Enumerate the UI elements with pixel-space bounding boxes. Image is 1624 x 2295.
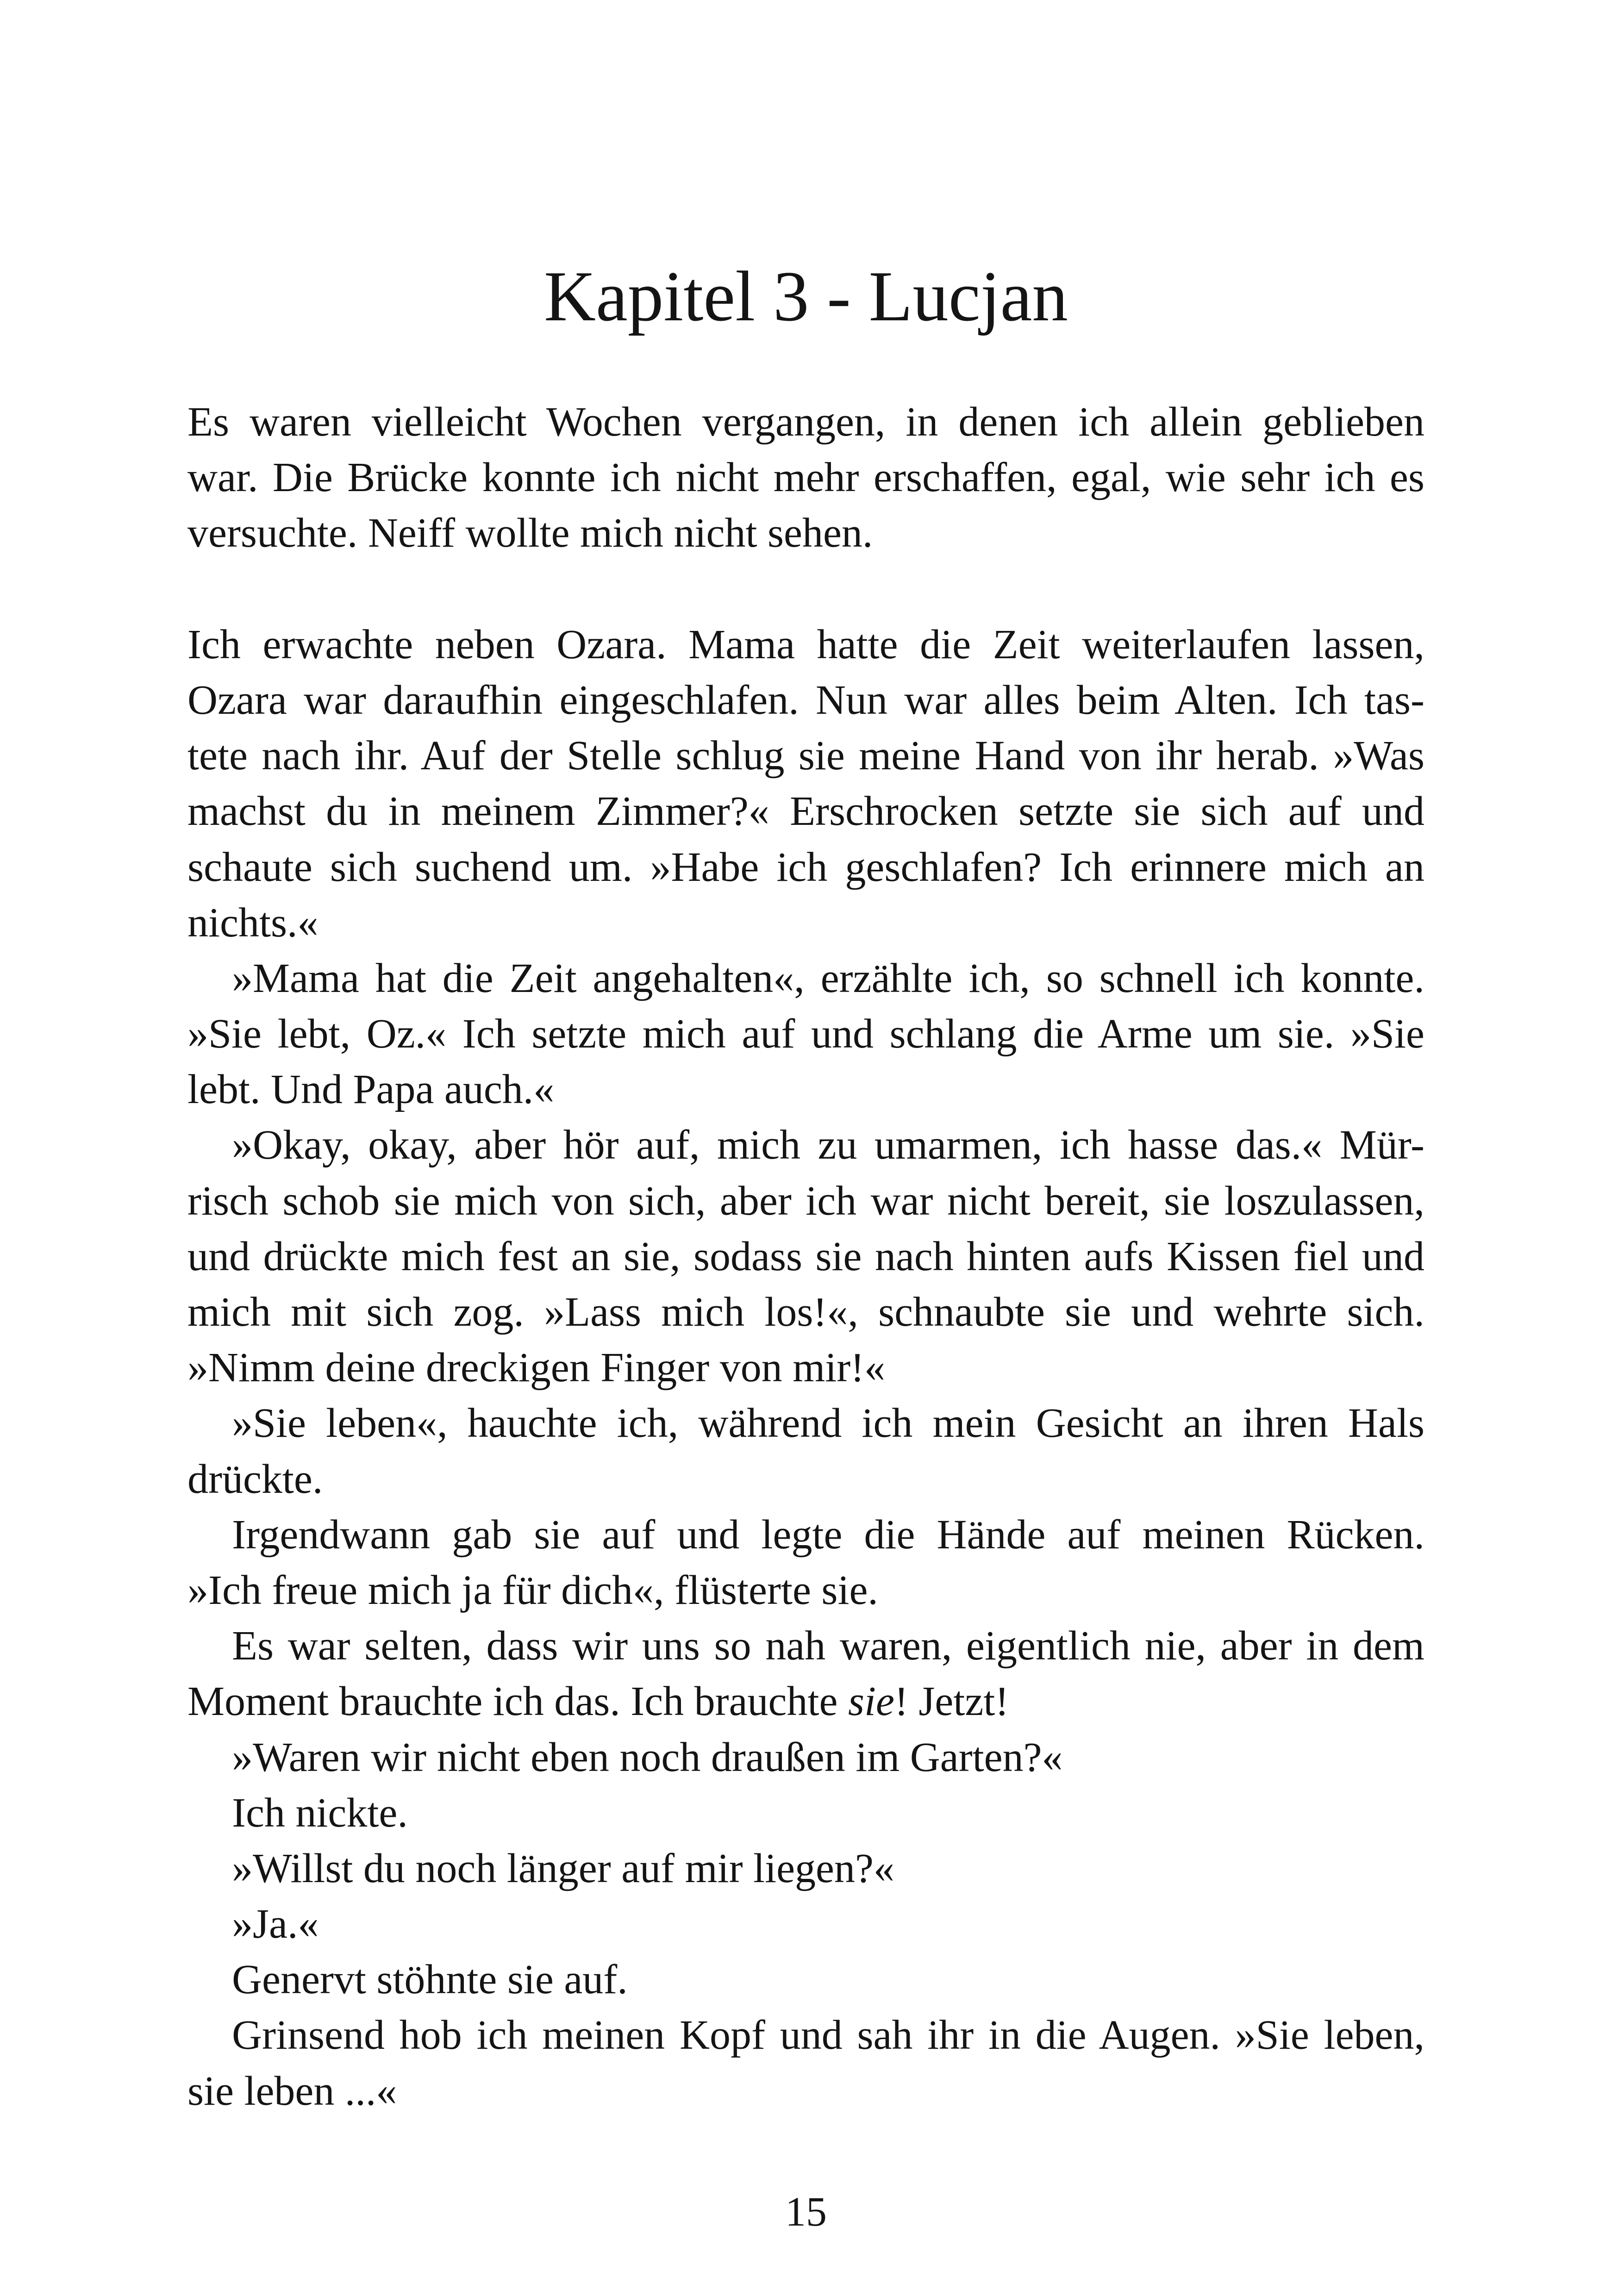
section-break bbox=[187, 561, 1424, 617]
paragraph bbox=[187, 2008, 1424, 2119]
paragraph bbox=[187, 394, 1424, 561]
text-line: »Ich freue mich ja für dich«, flüsterte sie. bbox=[187, 1567, 878, 1613]
paragraph bbox=[187, 617, 1424, 951]
text-line: »Ja.« bbox=[232, 1901, 319, 1947]
text-line: und drückte mich fest an sie, sodass sie nach hinten aufs Kissen fiel und bbox=[187, 1233, 1424, 1279]
text-line: »Nimm deine dreckigen Finger von mir!« bbox=[187, 1345, 886, 1391]
text-line: nichts.« bbox=[187, 899, 319, 946]
text-line: schaute sich suchend um. »Habe ich geschlafen? Ich erinnere mich an bbox=[187, 844, 1424, 890]
text-line: risch schob sie mich von sich, aber ich war nicht bereit, sie loszulassen, bbox=[187, 1178, 1424, 1224]
text-line: »Mama hat die Zeit angehalten«, erzählte ich, so schnell ich konnte. bbox=[232, 955, 1424, 1001]
text-line: Ozara war daraufhin eingeschlafen. Nun war alles beim Alten. Ich tas- bbox=[187, 677, 1424, 723]
paragraph bbox=[187, 1117, 1424, 1396]
text-line: Genervt stöhnte sie auf. bbox=[232, 1957, 628, 2003]
paragraph bbox=[187, 951, 1424, 1118]
text-line: »Waren wir nicht eben noch draußen im Garten?« bbox=[232, 1734, 1063, 1780]
text-line: Es waren vielleicht Wochen vergangen, in denen ich allein geblieben bbox=[187, 399, 1424, 445]
text-line: »Okay, okay, aber hör auf, mich zu umarmen, ich hasse das.« Mür- bbox=[232, 1122, 1424, 1168]
text-line: »Willst du noch länger auf mir liegen?« bbox=[232, 1845, 894, 1891]
text-line: tete nach ihr. Auf der Stelle schlug sie meine Hand von ihr herab. »Was bbox=[187, 733, 1424, 779]
chapter-body bbox=[187, 394, 1424, 2119]
paragraph bbox=[187, 1396, 1424, 1507]
text-line: Irgendwann gab sie auf und legte die Hände auf meinen Rücken. bbox=[232, 1511, 1424, 1558]
emphasized-word: sie bbox=[848, 1678, 894, 1725]
text-line: »Sie leben«, hauchte ich, während ich mein Gesicht an ihren Hals bbox=[232, 1400, 1424, 1447]
text-line: war. Die Brücke konnte ich nicht mehr erschaffen, egal, wie sehr ich es bbox=[187, 455, 1424, 501]
page-number: 15 bbox=[785, 2189, 827, 2235]
paragraph bbox=[187, 1785, 1424, 1841]
paragraph bbox=[187, 1618, 1424, 1729]
paragraph bbox=[187, 1896, 1424, 1952]
text-line: mich mit sich zog. »Lass mich los!«, schnaubte sie und wehrte sich. bbox=[187, 1289, 1424, 1335]
text-line: machst du in meinem Zimmer?« Erschrocken setzte sie sich auf und bbox=[187, 788, 1424, 835]
text-line: Ich nickte. bbox=[232, 1790, 408, 1836]
text-line: sie leben ...« bbox=[187, 2068, 397, 2114]
chapter-title: Kapitel 3 - Lucjan bbox=[544, 256, 1068, 336]
text-line: Ich erwachte neben Ozara. Mama hatte die Zeit weiterlaufen lassen, bbox=[187, 621, 1424, 667]
text-line: Es war selten, dass wir uns so nah waren, eigentlich nie, aber in dem bbox=[232, 1623, 1424, 1669]
text-segment: ! Jetzt! bbox=[894, 1678, 1009, 1725]
paragraph bbox=[187, 1730, 1424, 1785]
paragraph bbox=[187, 1952, 1424, 2008]
text-line: Grinsend hob ich meinen Kopf und sah ihr in die Augen. »Sie leben, bbox=[232, 2012, 1424, 2058]
paragraph bbox=[187, 1841, 1424, 1896]
text-line: versuchte. Neiff wollte mich nicht sehen. bbox=[187, 510, 873, 556]
text-line: lebt. Und Papa auch.« bbox=[187, 1066, 555, 1113]
paragraph bbox=[187, 1507, 1424, 1618]
text-line: »Sie lebt, Oz.« Ich setzte mich auf und schlang die Arme um sie. »Sie bbox=[187, 1011, 1424, 1057]
text-line: drückte. bbox=[187, 1456, 323, 1502]
text-segment: Moment brauchte ich das. Ich brauchte bbox=[187, 1678, 848, 1725]
text-line bbox=[187, 1674, 1424, 1729]
